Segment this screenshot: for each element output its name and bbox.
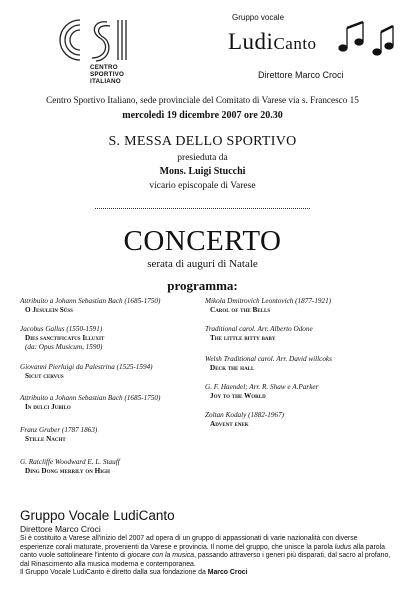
presieduta-label: presieduta da bbox=[177, 153, 228, 163]
group-description: Si è costituito a Varese all'inizio del 2007 ad opera di un gruppo di appassionati di varie nazionalità con diverse esperienze corali maturate, provenienti da Varese e provincia. Il nome del gruppo, che unisce la parola ludus alla parola canto vuole sottolineare l'intento di giocare con la musica, passando attraverso i generi più disparati, dal sacro al profano, dal Rinascimento alla musica moderna e contemporanea. Il Gruppo Vocale LudiCanto è diretto dalla sua fondazione da Marco Croci bbox=[20, 535, 391, 576]
group-director: Direttore Marco Croci bbox=[20, 524, 101, 534]
event-title: S. MESSA DELLO SPORTIVO bbox=[108, 134, 297, 149]
program-item: Jacobus Gallus (1550-1591) Dies sanctificatus Illuxit (da: Opus Musicum, 1590) bbox=[20, 325, 105, 351]
program-item: Attribuito a Johann Sebastian Bach (1685-1750) In dulci Jubilo bbox=[20, 394, 161, 411]
divider bbox=[95, 208, 310, 209]
datetime-line: mercoledì 19 dicembre 2007 ore 20.30 bbox=[122, 110, 283, 121]
program-item: Franz Gruber (1787 1863) Stille Nacht bbox=[20, 426, 98, 443]
program-item: G. F. Haendel; Arr. R. Shaw e A.Parker Joy to the World bbox=[205, 383, 319, 400]
program-item: Mikola Dmitrovich Leontovich (1877-1921) Carol of the Bells bbox=[205, 297, 332, 314]
venue-line: Centro Sportivo Italiano, sede provinciale del Comitato di Varese via s. Francesco 15 bbox=[46, 95, 359, 105]
program-item: Attribuito a Johann Sebastian Bach (1685-1750) O Jesulein Süss bbox=[20, 297, 161, 314]
program-item: Traditional carol. Arr. Alberto Odone The little bitty baby bbox=[205, 325, 313, 342]
concert-subtitle: serata di auguri di Natale bbox=[147, 258, 258, 270]
ludicanto-director: Direttore Marco Croci bbox=[258, 70, 344, 80]
program-item: G. Ratcliffe Woodward E. L. Stauff Ding Dong merrily on High bbox=[20, 458, 120, 475]
music-notes-icon bbox=[335, 18, 397, 60]
celebrant-role: vicario episcopale di Varese bbox=[149, 181, 256, 191]
group-title: Gruppo Vocale LudiCanto bbox=[20, 508, 175, 523]
ludicanto-subtitle: Gruppo vocale bbox=[232, 13, 285, 22]
program-item: Giovanni Pierluigi da Palestrina (1525-1594) Sicut cervus bbox=[20, 363, 153, 380]
program-item: Welsh Traditional carol. Arr. David willcoks Deck the hall bbox=[205, 355, 332, 372]
ludicanto-logo-text: LudiCanto bbox=[228, 29, 317, 54]
concert-title: CONCERTO bbox=[123, 225, 282, 257]
celebrant-name: Mons. Luigi Stucchi bbox=[159, 166, 246, 177]
program-item: Zoltan Kodaly (1882-1967) Advent enek bbox=[205, 411, 285, 428]
csi-wordmark: CENTRO SPORTIVO ITALIANO bbox=[90, 64, 125, 86]
programma-heading: programma: bbox=[167, 278, 238, 293]
